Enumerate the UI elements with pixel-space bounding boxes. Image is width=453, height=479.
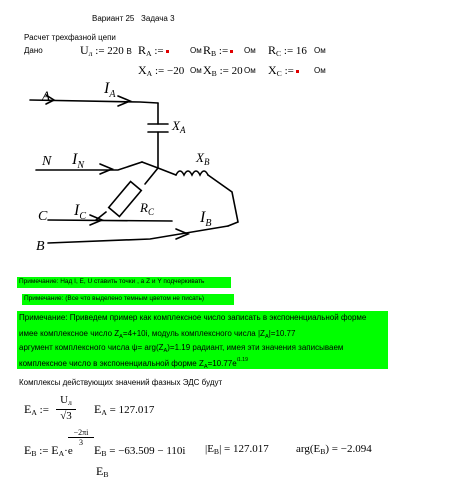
task-label: Задача 3 (141, 14, 175, 23)
formula-eb-exponent: −2πi 3 (68, 428, 94, 447)
variant-label: Вариант 25 (92, 14, 135, 23)
wire-n (36, 162, 142, 170)
given-rb: $R_B$ := (203, 43, 233, 58)
wire-n-arrow (100, 164, 112, 174)
note1-text: Примечание: Над I, E, U ставить точки , а Z и Y подчеркивать (19, 278, 205, 285)
given-xb-unit: Ом (244, 66, 256, 75)
given-rb-unit: Ом (244, 46, 256, 55)
note-example-line3: аргумент комплексного числа $\psi= arg(Z_A)=1.19$ радиант, имея эти значения записываем (19, 343, 344, 354)
given-ul: $U_л$ := 220 В (80, 43, 132, 58)
given-xa: $X_A$ := −20 (138, 63, 185, 78)
subtitle: Расчет трехфазной цепи (24, 33, 116, 42)
formula-ea-fraction: $U_л$ √3 (56, 394, 76, 423)
label-ic: $I_C$ (74, 202, 86, 222)
given-ra-unit: Ом (190, 46, 202, 55)
complex-title: Комплексы действующих значений фазных ЭДС будут (19, 378, 223, 387)
label-xa: $X_A$ (172, 118, 186, 135)
given-xa-unit: Ом (190, 66, 202, 75)
resistor-rc (109, 181, 142, 216)
given-ra: $R_A$ := (138, 43, 169, 58)
formula-eb-lhs: $E_B$ := $E_A\cdot e$ (24, 443, 73, 458)
given-label: Дано (24, 46, 43, 55)
label-c: C (38, 209, 48, 224)
label-rc: $R_C$ (140, 200, 154, 217)
label-b: B (36, 239, 45, 254)
given-rc: $R_C$ := 16 (268, 43, 307, 58)
formula-ea-result: $E_A = 127.017$ (94, 402, 155, 417)
formula-eb-result: $E_B = -63.509 - 110i$ (94, 443, 186, 458)
note-example-line4: комплексное число в экспоненциальной форме $Z_A=10.77e^{i1.19}$ (19, 357, 248, 370)
wire-c (48, 220, 172, 221)
note2-text: Примечание: (Все что выделено темным цветом не писать) (24, 295, 205, 302)
wire-b (48, 226, 228, 243)
label-ib: $I_B$ (200, 209, 212, 229)
given-xc: $X_C$ := (268, 63, 299, 78)
formula-ea-lhs: $E_A$ := (24, 402, 49, 417)
label-n: N (42, 154, 52, 169)
wire-inductor-down (208, 175, 238, 226)
wire-node-to-resistor (145, 168, 158, 184)
given-xc-unit: Ом (314, 66, 326, 75)
formula-eb-modulus: $|E_B| = 127.017$ (205, 443, 269, 456)
label-xb: $X_B$ (196, 150, 210, 167)
formula-eb-argument: $arg(E_B) = -2.094$ (296, 443, 372, 456)
inductor-coil (176, 171, 208, 175)
note-example-line1: Примечание: Приведем пример как комплексное число записать в экспоненциальной форме (19, 313, 367, 322)
wire-node-to-inductor (158, 168, 176, 175)
label-a: A (42, 88, 50, 103)
given-rc-unit: Ом (314, 46, 326, 55)
label-ia: $I_A$ (104, 80, 116, 100)
wire-n-to-node (142, 162, 158, 168)
note-example-line2: имее комплексное число $Z_A=4+10i$, модуль комплексного числа $|Z_A|=10.77$ (19, 329, 296, 340)
given-xb: $X_B$ := 20 (203, 63, 243, 78)
label-in: $I_N$ (72, 151, 84, 171)
formula-cut-off: $E_B$ (96, 464, 109, 479)
